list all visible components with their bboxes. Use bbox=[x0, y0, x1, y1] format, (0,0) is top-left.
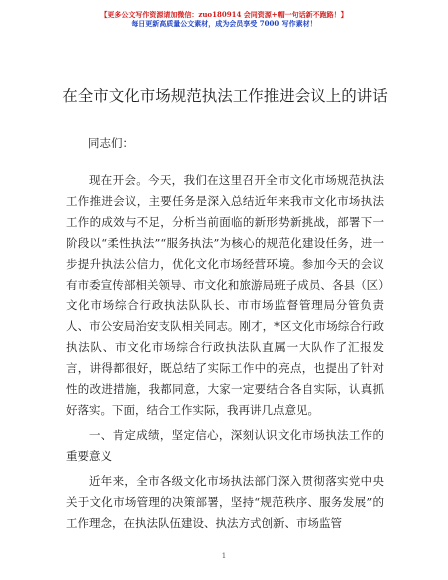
paragraph-opening: 现在开会。今天，我们在这里召开全市文化市场规范执法工作推进会议，主要任务是深入总结近年来我市文化市场执法工作的成效与不足，分析当前面临的新形势新挑战，部署下一阶段以“柔性执法”“服务执法”为核心的规范化建设任务，进一步提升执法公信力，优化文化市场经营环境。参加今天的会议有市委宣传部相关领导、市文化和旅游局班子成员、各县（区）文化市场综合行政执法队队长、市市场监督管理局分管负责人、市公安局治安支队相关同志。刚才，*区文化市场综合行政执法队、市文化市场综合行政执法队直属一大队作了汇报发言，讲得都很好，既总结了实际工作中的亮点，也提出了针对性的改进措施，我都同意，大家一定要结合各自实际，认真抓好落实。下面，结合工作实际，我再讲几点意见。 bbox=[66, 173, 384, 417]
section-heading-1: 一、肯定成绩，坚定信心，深刻认识文化市场执法工作的重要意义 bbox=[66, 427, 384, 463]
document-body bbox=[66, 150, 384, 533]
promo-line-1: 【更多公文写作资源请加微信：zuo180914 会同资源+帽一句话新不跑路！】 bbox=[100, 10, 348, 19]
document-title: 在全市文化市场规范执法工作推进会议上的讲话 bbox=[62, 87, 388, 105]
paragraph-section-1: 近年来，全市各级文化市场执法部门深入贯彻落实党中央关于文化市场管理的决策部署，坚持“规范秩序、服务发展”的工作理念，在执法队伍建设、执法方式创新、市场监管 bbox=[66, 473, 384, 530]
salutation: 同志们： bbox=[88, 136, 134, 150]
page-number: 1 bbox=[221, 552, 227, 560]
promo-banner bbox=[0, 10, 448, 28]
promo-line-2: 每日更新高质量公文素材，成为会员享受 7000 写作素材！ bbox=[131, 19, 317, 28]
